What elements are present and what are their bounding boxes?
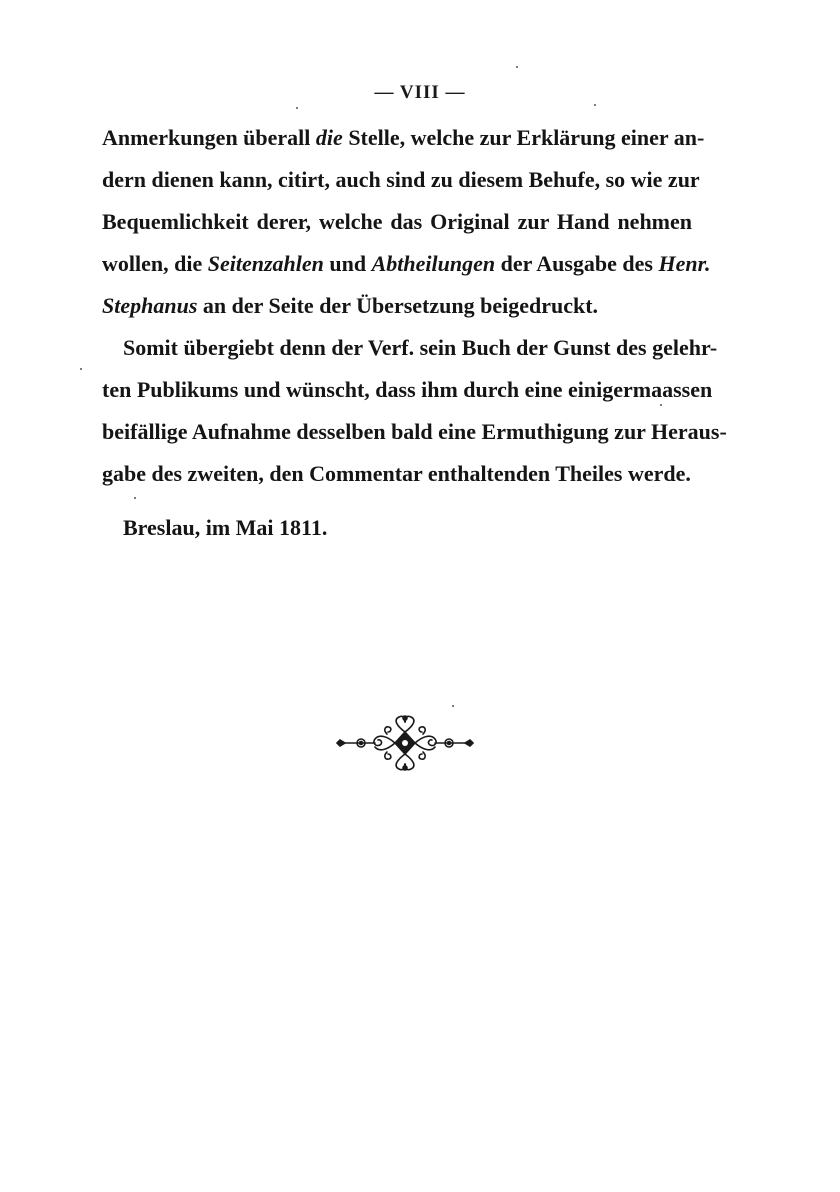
printer-ornament-icon	[335, 712, 475, 774]
scan-speck	[80, 368, 82, 370]
closing-line: Breslau, im Mai 1811.	[123, 515, 328, 540]
scan-speck	[660, 404, 662, 406]
text-line: beifällige Aufnahme desselben bald eine Ermuthigung zur Heraus-	[102, 419, 727, 444]
text-line: Somit übergiebt denn der Verf. sein Buch der Gunst des gelehr-	[123, 335, 718, 360]
text-span: Stelle, welche zur Erklärung einer an-	[342, 125, 705, 150]
italic-word: Seitenzahlen	[207, 251, 324, 276]
italic-word: Henr.	[658, 251, 711, 276]
scan-speck	[452, 705, 454, 707]
scan-speck	[134, 497, 136, 499]
scan-speck	[296, 107, 298, 109]
italic-word: Stephanus	[102, 293, 198, 318]
text-line: gabe des zweiten, den Commentar enthaltenden Theiles werde.	[102, 461, 691, 486]
page-number-header: — VIII —	[374, 82, 466, 103]
scan-speck	[516, 66, 518, 68]
text-line: ten Publikums und wünscht, dass ihm durch eine einigermaassen	[102, 377, 713, 402]
text-line: Bequemlichkeit derer, welche das Original zur Hand nehmen	[102, 209, 692, 234]
text-line: dern dienen kann, citirt, auch sind zu diesem Behufe, so wie zur	[102, 167, 700, 192]
text-span: und	[323, 251, 372, 276]
scan-speck	[594, 104, 596, 106]
italic-word: die	[315, 125, 343, 150]
text-span: Anmerkungen überall	[102, 125, 316, 150]
text-line	[102, 292, 598, 320]
italic-word: Abtheilungen	[371, 251, 496, 276]
text-line	[102, 124, 705, 152]
text-span: der Ausgabe des	[495, 251, 659, 276]
text-span: an der Seite der Übersetzung beigedruckt.	[197, 293, 599, 318]
text-span: wollen, die	[102, 251, 208, 276]
text-line	[102, 250, 711, 278]
